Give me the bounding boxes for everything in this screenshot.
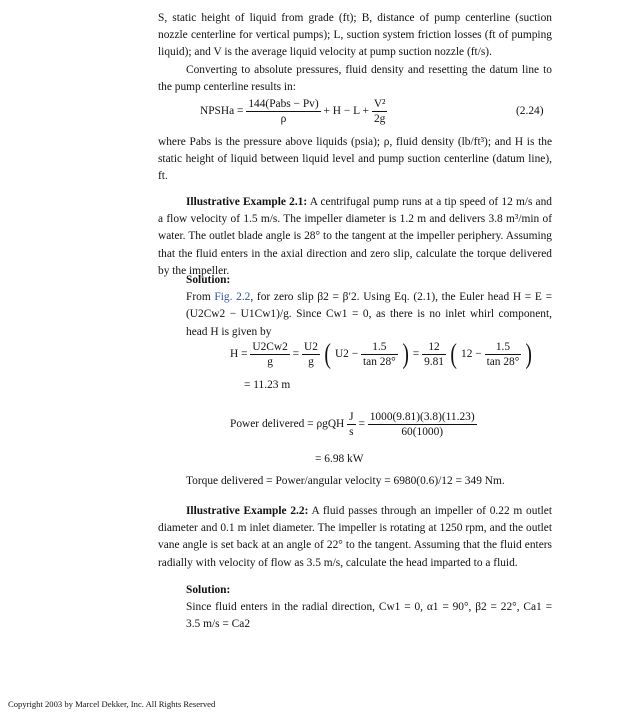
- example-2-2: [158, 503, 552, 572]
- equation-head: H = $\frac{U2Cw2}{g}$ = $\frac{U2}{g}$ ( U2 − $\frac{1.5}{\tan 28^\circ}$ ) = $\frac{12}{9.81}$ ( 12 − $\frac{1.5}{\tan 28^\circ}$ ): [230, 338, 533, 370]
- paragraph-where: where Pabs is the pressure above liquids (psia); ρ, fluid density (lb/ft³); and H is the static height of liquid between liquid level and pump suction centerline (datum line), ft.: [158, 136, 552, 183]
- example-2-2-title: Illustrative Example 2.2:: [186, 505, 309, 517]
- torque-line: Torque delivered = Power/angular velocity = 6980(0.6)/12 = 349 Nm.: [186, 475, 505, 487]
- figure-link[interactable]: Fig. 2.2: [214, 291, 251, 304]
- result-head: = 11.23 m: [244, 379, 291, 391]
- solution-2-1-heading: Solution:: [186, 274, 231, 286]
- eq-middle: + H − L +: [323, 105, 369, 118]
- solution-2-2-heading: Solution:: [186, 584, 231, 596]
- equation-number: (2.24): [516, 105, 544, 117]
- copyright-footer: Copyright 2003 by Marcel Dekker, Inc. All Rights Reserved: [8, 699, 216, 709]
- example-2-1-title: Illustrative Example 2.1:: [186, 196, 308, 208]
- equation-2-24: [200, 97, 387, 126]
- example-2-1: [158, 194, 552, 280]
- eq-fraction-pressure: $\frac{\text{144(Pabs − Pv)}}{\rho}$: [248, 98, 319, 125]
- equation-power: Power delivered = ρgQH $\frac{J}{s}$ = $\frac{1000(9.81)(3.8)(11.23)}{60(1000)}$: [230, 411, 475, 438]
- eq-lhs: NPSHa =: [200, 105, 244, 118]
- paragraph-converting: Converting to absolute pressures, fluid density and resetting the datum line to the pump centerline results in:: [158, 64, 552, 94]
- paragraph-variables: S, static height of liquid from grade (ft); B, distance of pump centerline (suction nozzle centerline for vertical pumps); L, suction system friction losses (ft of pumping liquid); and V is the average liquid velocity at pump suction nozzle (ft/s).: [158, 12, 552, 59]
- solution-2-1: Solution: From Fig. 2.2, for zero slip β2 = β′2. Using Eq. (2.1), the Euler head H = E = (U2Cw2 − U1Cw1)/g. Since Cw1 = 0, as there is no inlet whirl component, head H is given by: [186, 274, 552, 338]
- solution-2-2: Solution: Since fluid enters in the radial direction, Cw1 = 0, α1 = 90°, β2 = 22°, Ca1 = 3.5 m/s = Ca2: [186, 584, 552, 631]
- example-2-1-text: A centrifugal pump runs at a tip speed of 12 m/s and a flow velocity of 1.5 m/s. The impeller diameter is 1.2 m and delivers 3.8 m³/min of water. The outlet blade angle is 28° to the tangent at the impeller periphery. Assuming that the fluid enters in the axial direction and zero slip, calculate the torque delivered by the impeller.: [158, 196, 553, 277]
- eq-fraction-velocity: $\frac{\text{V²}}{2g}$: [373, 98, 386, 125]
- example-2-2-text: A fluid passes through an impeller of 0.22 m outlet diameter and 0.1 m inlet diameter. The impeller is rotating at 1250 rpm, and the outlet vane angle is set back at an angle of 22° to the tangent. Assuming that the fluid enters radially with velocity of flow as 3.5 m/s, calculate the head imparted to a fluid.: [158, 505, 552, 569]
- result-power: = 6.98 kW: [315, 453, 364, 465]
